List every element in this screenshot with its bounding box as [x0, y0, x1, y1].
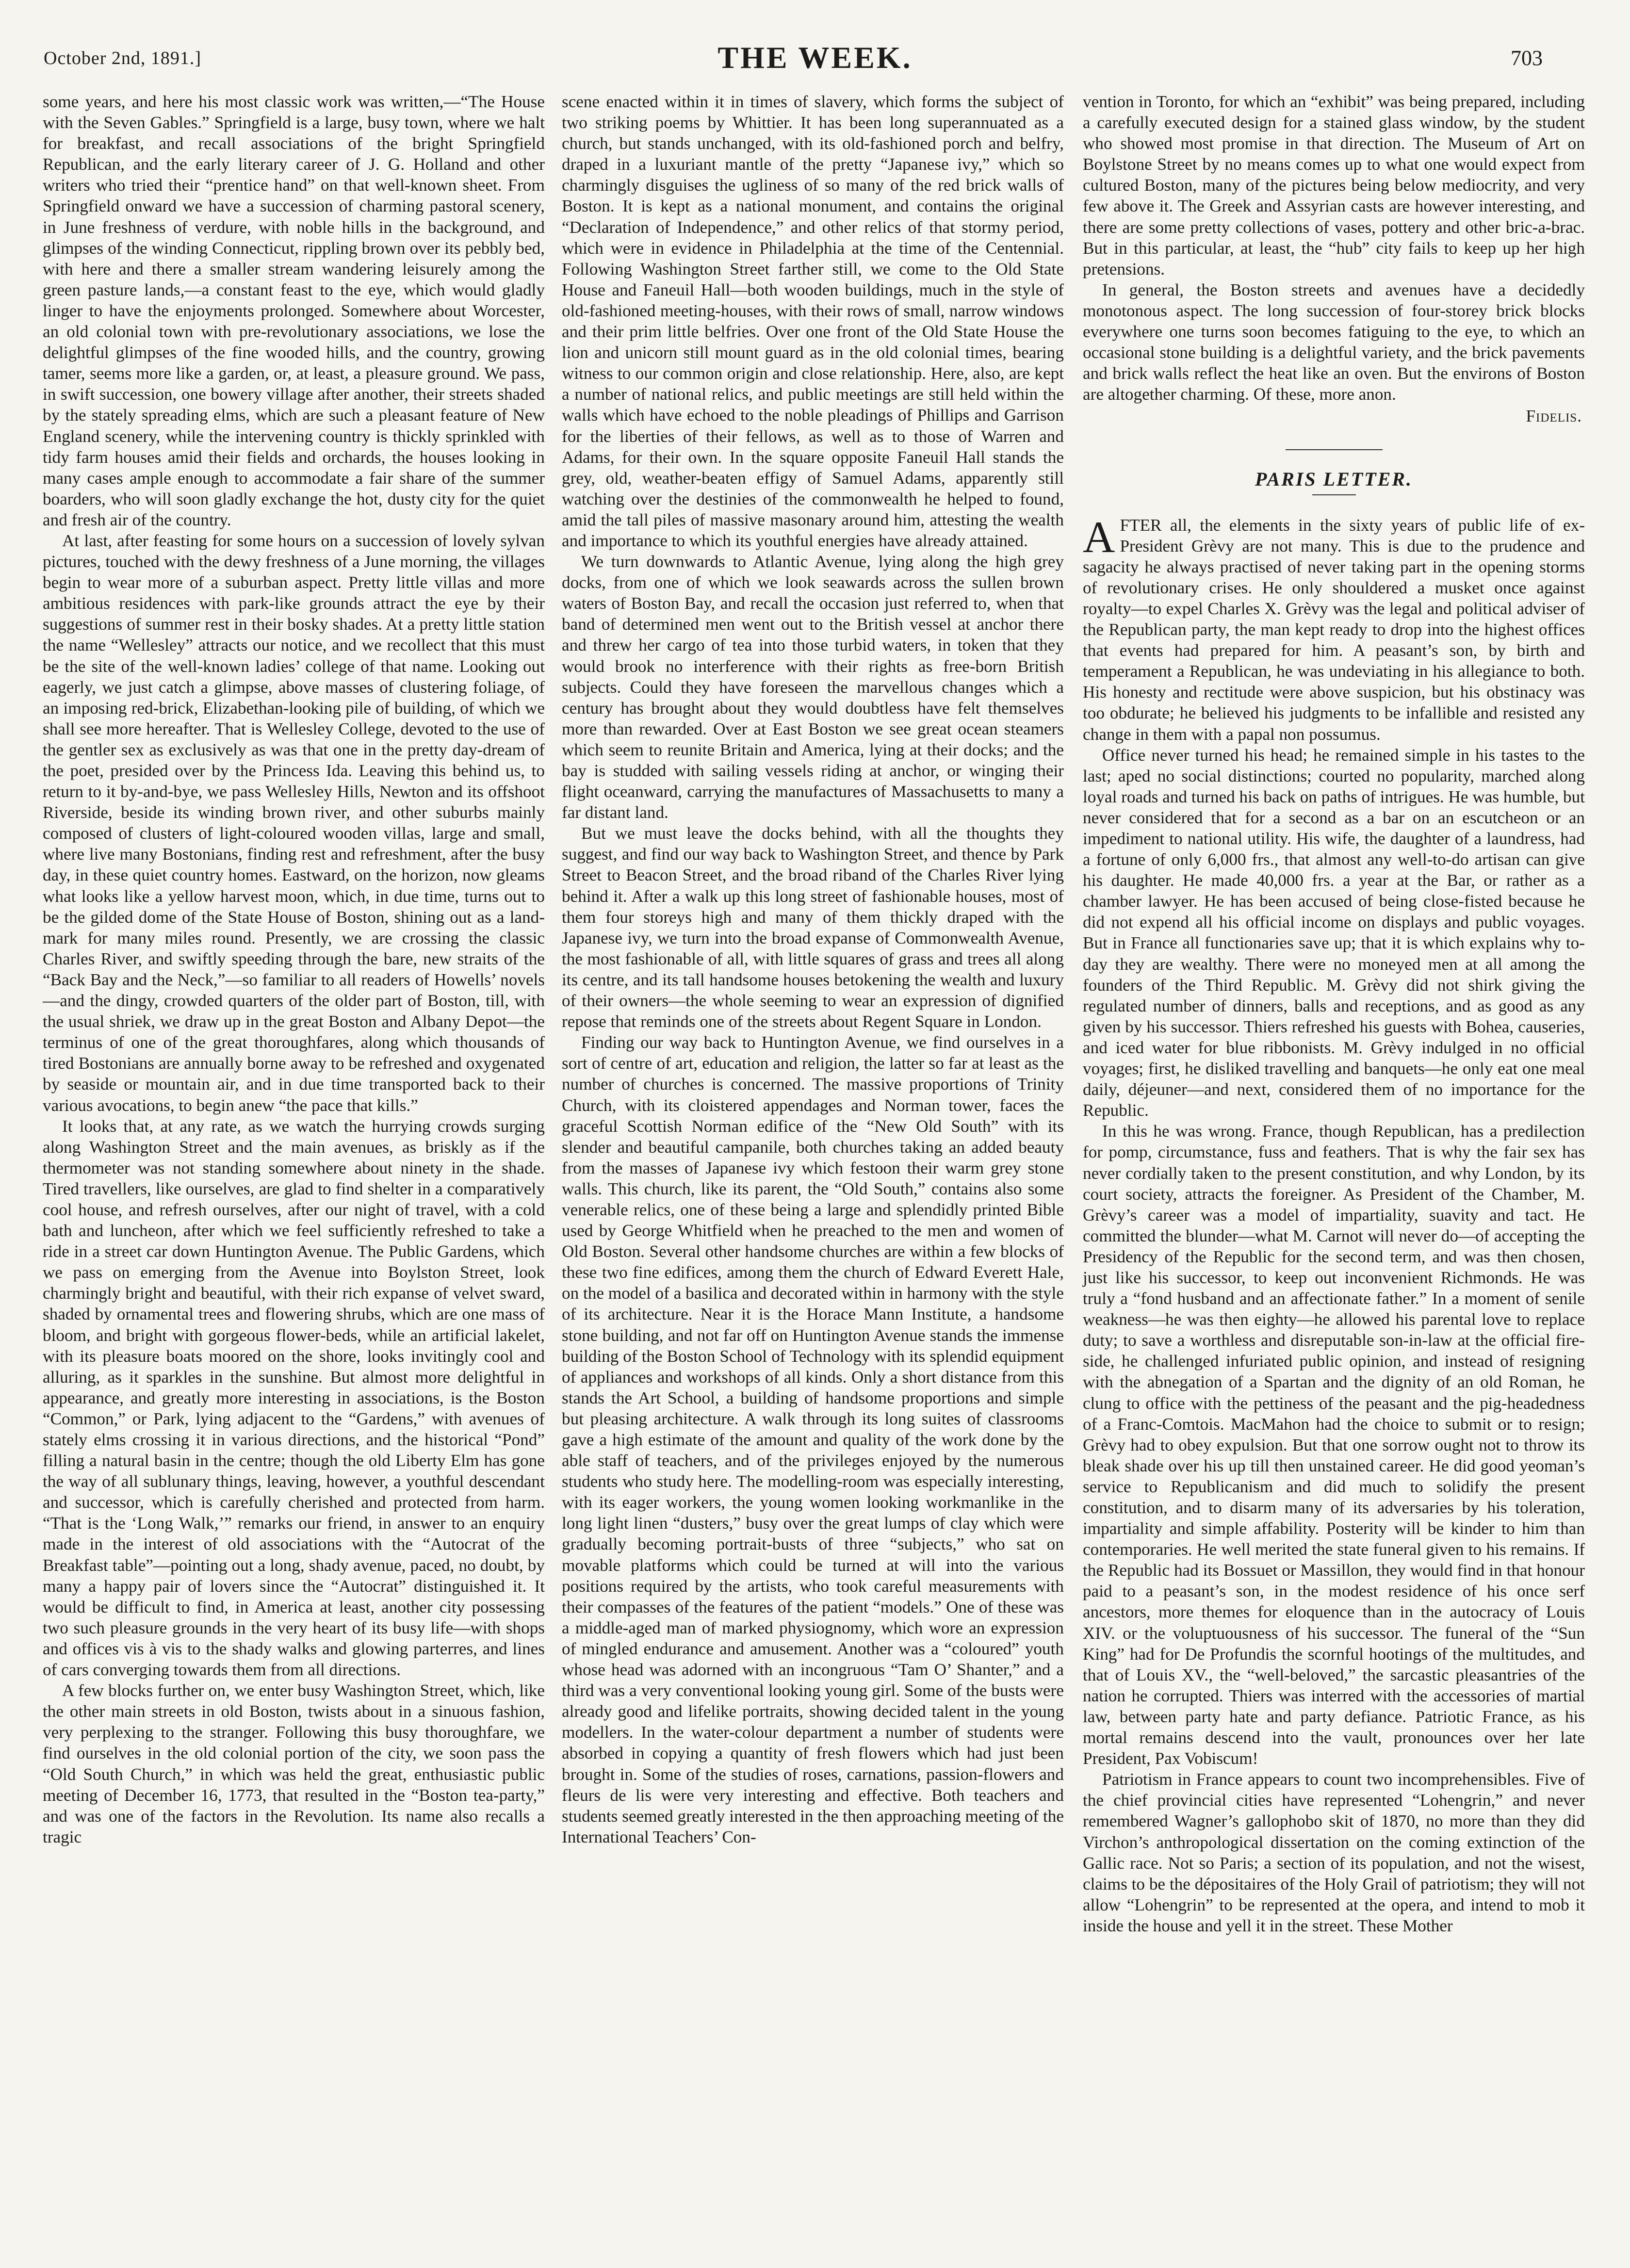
author-signature: Fidelis.: [1526, 407, 1582, 426]
paragraph: We turn downwards to Atlantic Avenue, lying along the high grey docks, from one of which we look seawards across the sullen brown waters of Boston Bay, and recall the occasion just referred to, when that band of determined men went out to the British vessel at anchor there and threw her cargo of tea into those turbid waters, in token that they would brook no interference with their rights as free-born British subjects. Could they have foreseen the marvellous changes which a century has brought about they would doubtless have felt themselves more than rewarded. Over at East Boston we see great ocean steamers which seem to reunite Britain and America, lying at their docks; and the bay is studded with sailing vessels riding at anchor, or winging their flight oceanward, carrying the manufactures of Massachusetts to many a far distant land.: [562, 552, 1064, 822]
paragraph: Finding our way back to Huntington Avenue, we find ourselves in a sort of centre of art, education and religion, the latter so far at least as the number of churches is concerned. The massive proportions of Trinity Church, with its cloistered appendages and Norman tower, faces the graceful Scottish Norman edifice of the “New Old South” with its slender and beautiful campanile, both churches taking an added beauty from the masses of Japanese ivy which festoon their warm grey stone walls. This church, like its parent, the “Old South,” contains also some venerable relics, one of these being a large and splendidly printed Bible used by George Whitfield when he preached to the men and women of Old Boston. Several other handsome churches are within a few blocks of these two fine edifices, among them the church of Edward Everett Hale, on the model of a basilica and decorated within in harmony with the style of its architecture. Near it is the Horace Mann Institute, a handsome stone building, and not far off on Huntington Avenue stands the immense building of the Boston School of Technology with its splendid equipment of appliances and workshops of all kinds. Only a short distance from this stands the Art School, a building of handsome proportions and simple but pleasing architecture. A walk through its long suites of classrooms gave a high estimate of the amount and quality of the work done by the able staff of teachers, and of the privileges enjoyed by the numerous students who study here. The modelling-room was especially interesting, with its eager workers, the young women looking workmanlike in the long light linen “dusters,” busy over the great lumps of clay which were gradually becoming portrait-busts of three “subjects,” who sat on movable platforms which could be turned at will into the various positions required by the artists, who took careful measurements with their compasses of the features of the patient “models.” One of these was a middle-aged man of marked physiognomy, which wore an expression of mingled endurance and amusement. Another was a “coloured” youth whose head was adorned with an incongruous “Tam O’ Shanter,” and a third was a very conventional looking young girl. Some of the busts were already good and lifelike portraits, showing decided talent in the young modellers. In the water-colour department a number of students were absorbed in copying a quantity of fresh flowers which had just been brought in. Some of the studies of roses, carnations, passion-flowers and fleurs de lis were very interesting and effective. Both teachers and students seemed greatly interested in the then approaching meeting of the International Teachers’ Con-: [562, 1033, 1064, 1846]
paragraph-text: FTER all, the elements in the sixty years of public life of ex-President Grèvy are not many. This is due to the prudence and sagacity he always practised of never taking part in the opening storms of revolutionary crises. He only shouldered a musket once against royalty—to expel Charles X. Grèvy was the legal and political adviser of the Republican party, the man kept ready to drop into the highest offices that events had prepared for him. A peasant’s son, by birth and temperament a Republican, he was undeviating in his allegiance to both. His honesty and rectitude were above suspicion, but his obstinacy was too obdurate; he believed his judgments to be infallible and resisted any change in them with a papal non possumus.: [1083, 515, 1585, 744]
paragraph: Office never turned his head; he remained simple in his tastes to the last; aped no social distinctions; courted no popularity, marched along loyal roads and turned his back on paths of intrigues. He was humble, but never considered that for a second as a bar on an escutcheon or an impediment to national utility. His wife, the daughter of a laundress, had a fortune of only 6,000 frs., that almost any well-to-do artisan can give his daughter. He made 40,000 frs. a year at the Bar, or rather as a chamber lawyer. He has been accused of being close-fisted because he did not expend all his official income on displays and public voyages. But in France all functionaries save up; that it is which explains why to-day they are wealthy. There were no moneyed men at all among the founders of the Third Republic. M. Grèvy did not shirk giving the regulated number of dinners, balls and receptions, and as good as any given by his successor. Thiers refreshed his guests with Bohea, causeries, and iced water for blue ribbonists. M. Grèvy indulged in no official voyages; first, he disliked travelling and banquets—he only eat one meal daily, déjeuner—and next, considered them of no importance for the Republic.: [1083, 745, 1585, 1120]
drop-cap: A: [1083, 512, 1115, 562]
column-1: [43, 91, 545, 1847]
paragraph: But we must leave the docks behind, with all the thoughts they suggest, and find our way back to Washington Street, and thence by Park Street to Beacon Street, and the broad riband of the Charles River lying behind it. After a walk up this long street of fashionable houses, most of them four storeys high and many of them thickly draped with the Japanese ivy, we turn into the broad expanse of Commonwealth Avenue, the most fashionable of all, with little squares of grass and trees all along its centre, and its tall handsome houses betokening the wealth and luxury of their owners—the whole seeming to wear an expression of dignified repose that reminds one of the streets about Regent Square in London.: [562, 824, 1064, 1031]
title-underline: [1312, 494, 1356, 495]
section-title: PARIS LETTER.: [1255, 468, 1413, 490]
paragraph: vention in Toronto, for which an “exhibit” was being prepared, including a carefully executed design for a stained glass window, by the student who showed most promise in that direction. The Museum of Art on Boylstone Street by no means comes up to what one would expect from cultured Boston, many of the pictures being below mediocrity, and very few above it. The Greek and Assyrian casts are however interesting, and there are some pretty collections of vases, pottery and other bric-a-brac. But in this particular, at least, the “hub” city fails to keep up her high pretensions.: [1083, 92, 1585, 278]
issue-date: October 2nd, 1891.]: [44, 48, 202, 68]
paragraph: It looks that, at any rate, as we watch the hurrying crowds surging along Washington Street and the main avenues, as briskly as if the thermometer was not standing somewhere about ninety in the shade. Tired travellers, like ourselves, are glad to find shelter in a comparatively cool house, and refresh ourselves, after our night of travel, with a cold bath and luncheon, after which we feel sufficiently refreshed to take a ride in a street car down Huntington Avenue. The Public Gardens, which we pass on emerging from the Avenue into Boylston Street, look charmingly bright and beautiful, with their rich expanse of velvet sward, shaded by ornamental trees and flowering shrubs, which are one mass of bloom, and bright with gorgeous flower-beds, while an artificial lakelet, with its pleasure boats moored on the shore, looks invitingly cool and alluring, as it sparkles in the sunshine. But almost more delightful in appearance, and greatly more interesting in associations, is the Boston “Common,” or Park, lying adjacent to the “Gardens,” with avenues of stately elms crossing it in various directions, and the historical “Pond” filling a natural basin in the centre; though the old Liberty Elm has gone the way of all sublunary things, leaving, however, a youthful descendant and successor, which is carefully cherished and protected from harm. “That is the ‘Long Walk,’” remarks our friend, in answer to an enquiry made in the interest of old associations with the “Autocrat of the Breakfast table”—pointing out a long, shady avenue, paced, no doubt, by many a happy pair of lovers since the “Autocrat” distinguished it. It would be difficult to find, in America at least, another city possessing two such pleasure grounds in the very heart of its busy life—with shops and offices vis à vis to the shady walks and glowing parterres, and lines of cars converging towards them from all directions.: [43, 1116, 545, 1680]
masthead-title: THE WEEK.: [717, 40, 913, 75]
paragraph: [1083, 512, 1585, 745]
paragraph: Patriotism in France appears to count two incomprehensibles. Five of the chief provincial cities have represented “Lohengrin,” and never remembered Wagner’s gallophobo skit of 1870, no more than they did Virchon’s anthropological dissertation on the coming extinction of the Gallic race. Not so Paris; a section of its population, and not the wisest, claims to be the dépositaires of the Holy Grail of patriotism; they will not allow “Lohengrin” to be represented at the opera, and intend to mob it inside the house and yell it in the street. These Mother: [1083, 1770, 1585, 1935]
column-3: [1083, 91, 1585, 1936]
paragraph: In this he was wrong. France, though Republican, has a predilection for pomp, circumstance, fuss and feathers. That is why the fair sex has never cordially taken to the present constitution, and why London, by its court society, attracts the foreigner. As President of the Chamber, M. Grèvy’s career was a model of impartiality, suavity and tact. He committed the blunder—what M. Carnot will never do—of accepting the Presidency of the Republic for the second term, and was then chosen, just like his successor, to keep out inconvenient Richmonds. He was truly a “fond husband and an affectionate father.” In a moment of senile weakness—he was then eighty—he allowed his parental love to replace duty; to save a worthless and disreputable son-in-law at the official fire-side, he challenged infuriated public opinion, and instead of resigning with the abnegation of a Spartan and the dignity of an old Roman, he clung to office with the pettiness of the peasant and the pig-headedness of a Franc-Comtois. MacMahon had the choice to submit or to resign; Grèvy had to obey expulsion. But that one sorrow ought not to throw its bleak shade over his up till then unstained career. He did good yeoman’s service to Republicanism and did much to solidify the present constitution, and to disarm many of its adversaries by his toleration, impartiality and simple affability. Posterity will be kinder to him than contemporaries. He well merited the state funeral given to his remains. If the Republic had its Bossuet or Massillon, they would find in that honour paid to a peasant’s son, in the modest residence of his once serf ancestors, more themes for eloquence than in the autocracy of Louis XIV. or the voluptuousness of his successor. The funeral of the “Sun King” had for De Profundis the scornful hootings of the multitudes, and that of Louis XV., the “well-beloved,” the sarcastic pleasantries of the nation he corrupted. Thiers was interred with the accessories of martial law, between party hate and party defiance. Patriotic France, as his mortal remains descend into the vault, pronounces over her late President, Pax Vobiscum!: [1083, 1122, 1585, 1768]
paragraph: some years, and here his most classic work was written,—“The House with the Seven Gables.” Springfield is a large, busy town, where we halt for breakfast, and recall associations of the bright Springfield Republican, and the early literary career of J. G. Holland and other writers who tried their “prentice hand” on that well-known sheet. From Springfield onward we have a succession of charming pastoral scenery, in June freshness of verdure, with noble hills in the background, and glimpses of the winding Connecticut, rippling brown over its pebbly bed, with here and there a smaller stream wandering leisurely among the green pasture lands,—a constant feast to the eye, which would gladly linger to have the enjoyments prolonged. Somewhere about Worcester, an old colonial town with pre-revolutionary associations, we lose the delightful glimpses of the fine wooded hills, and the country, growing tamer, seems more like a garden, or, at least, a pleasure ground. We pass, in swift succession, one bowery village after another, their streets shaded by the stately spreading elms, which are such a pleasant feature of New England scenery, while the intervening country is thickly sprinkled with tidy farm houses amid their fields and orchards, the houses looking in many cases ample enough to accommodate a fair share of the summer boarders, who will soon gladly exchange the hot, dusty city for the quiet and fresh air of the country.: [43, 92, 545, 529]
paragraph: A few blocks further on, we enter busy Washington Street, which, like the other main streets in old Boston, twists about in a sinuous fashion, very perplexing to the stranger. Following this busy thoroughfare, we find ourselves in the old colonial portion of the city, we soon pass the “Old South Church,” in which was held the great, enthusiastic public meeting of December 16, 1773, that resulted in the “Boston tea-party,” and was one of the factors in the Revolution. Its name also recalls a tragic: [43, 1681, 545, 1846]
column-2: [562, 91, 1064, 1847]
paragraph: In general, the Boston streets and avenues have a decidedly monotonous aspect. The long succession of four-storey brick blocks everywhere one turns soon becomes fatiguing to the eye, to which an occasional stone building is a delightful variety, and the brick pavements and brick walls reflect the heat like an oven. But the environs of Boston are altogether charming. Of these, more anon.: [1083, 280, 1585, 404]
section-divider: [1286, 449, 1383, 450]
page-number: 703: [1511, 46, 1543, 70]
paragraph: scene enacted within it in times of slavery, which forms the subject of two striking poems by Whittier. It has been long superannuated as a church, but stands unchanged, with its old-fashioned porch and belfry, draped in a luxuriant mantle of the pretty “Japanese ivy,” which so charmingly disguises the ugliness of so many of the red brick walls of Boston. It is kept as a national monument, and contains the original “Declaration of Independence,” and other relics of that stormy period, which were in evidence in Philadelphia at the time of the Centennial. Following Washington Street farther still, we come to the Old State House and Faneuil Hall—both wooden buildings, much in the style of old-fashioned meeting-houses, with their rows of small, narrow windows and their prim little belfries. Over one front of the Old State House the lion and unicorn still mount guard as in the old colonial times, bearing witness to our common origin and close relationship. Here, also, are kept a number of national relics, and public meetings are still held within the walls which have echoed to the noble pleadings of Phillips and Garrison for the liberties of their fellows, as well as to those of Warren and Adams, for their own. In the square opposite Faneuil Hall stands the grey, old, weather-beaten effigy of Samuel Adams, apparently still watching over the destinies of the commonwealth he helped to found, amid the tall piles of massive masonary around him, attesting the wealth and importance to which its youthful energies have already attained.: [562, 92, 1064, 550]
paragraph: At last, after feasting for some hours on a succession of lovely sylvan pictures, touched with the dewy freshness of a June morning, the villages begin to wear more of a suburban aspect. Pretty little villas and more ambitious residences with park-like grounds attract the eye by their suggestions of summer rest in their bosky shades. At a pretty little station the name “Wellesley” attracts our notice, and we recollect that this must be the site of the well-known ladies’ college of that name. Looking out eagerly, we just catch a glimpse, above masses of clustering foliage, of an imposing red-brick, Elizabethan-looking pile of building, of which we shall see more hereafter. That is Wellesley College, devoted to the use of the gentler sex as exclusively as was that one in the pretty day-dream of the poet, presided over by the Princess Ida. Leaving this behind us, to return to it by-and-bye, we pass Wellesley Hills, Newton and its offshoot Riverside, beside its winding brown river, and other suburbs mainly composed of clusters of light-coloured wooden villas, large and small, where live many Bostonians, finding rest and refreshment, after the busy day, in these quiet country homes. Eastward, on the horizon, now gleams what looks like a yellow harvest moon, which, in due time, turns out to be the gilded dome of the State House of Boston, shining out as a land-mark for many miles round. Presently, we are crossing the classic Charles River, and swiftly speeding through the bare, new straits of the “Back Bay and the Neck,”—so familiar to all readers of Howells’ novels—and the dingy, crowded quarters of the older part of Boston, till, with the usual shriek, we draw up in the great Boston and Albany Depot—the terminus of one of the great thoroughfares, along which thousands of tired Bostonians are annually borne away to be refreshed and oxygenated by seaside or mountain air, and in due time transported back to their various avocations, to begin anew “the pace that kills.”: [43, 531, 545, 1115]
